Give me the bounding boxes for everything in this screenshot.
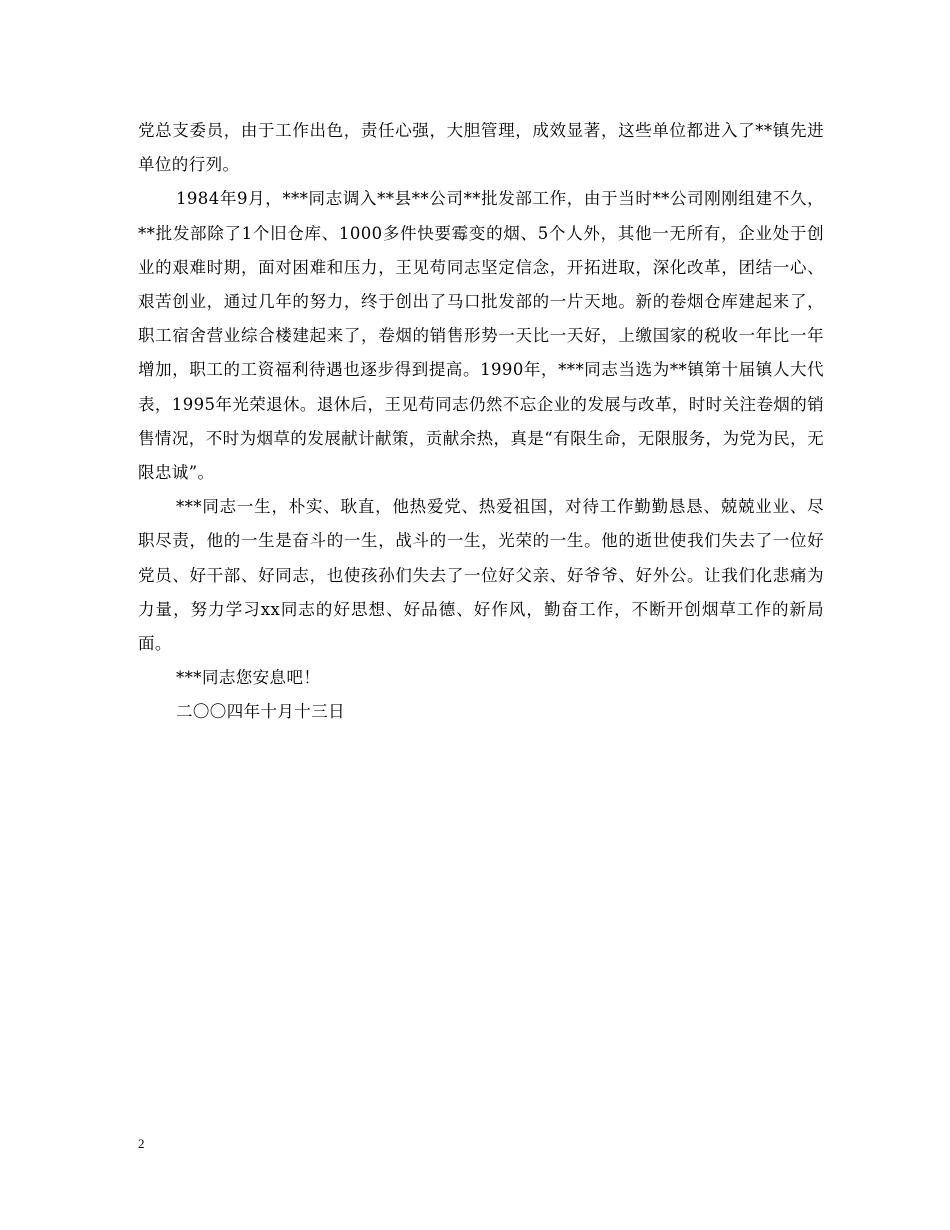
paragraph-tribute: ***同志一生，朴实、耿直，他热爱党、热爱祖国，对待工作勤勤恳恳、兢兢业业、尽职尽责，他的一生是奋斗的一生，战斗的一生，光荣的一生。他的逝世使我们失去了一位好党员、好干部、好同志，也使孩孙们失去了一位好父亲、好爷爷、好外公。让我们化悲痛为力量，努力学习xx同志的好思想、好品德、好作风，勤奋工作，不断开创烟草工作的新局面。 (138, 497, 824, 654)
paragraph-career-history: 1984年9月，***同志调入**县**公司**批发部工作，由于当时**公司刚刚组建不久，**批发部除了1个旧仓库、1000多件快要霉变的烟、5个人外，其他一无所有，企业处于创业的艰难时期，面对困难和压力，王见苟同志坚定信念，开拓进取，深化改革，团结一心、艰苦创业，通过几年的努力，终于创出了马口批发部的一片天地。新的卷烟仓库建起来了，职工宿舍营业综合楼建起来了，卷烟的销售形势一天比一天好，上缴国家的税收一年比一年增加，职工的工资福利待遇也逐步得到提高。1990年，***同志当选为**镇第十届镇人大代表，1995年光荣退休。退休后，王见苟同志仍然不忘企业的发展与改革，时时关注卷烟的销售情况，不时为烟草的发展献计献策，贡献余热，真是“有限生命，无限服务，为党为民，无限忠诚”。 (138, 189, 824, 483)
page-number: 2 (138, 1136, 145, 1151)
paragraph-farewell: ***同志您安息吧！ (176, 668, 321, 688)
document-body (138, 114, 824, 730)
paragraph-continuation: 党总支委员，由于工作出色，责任心强，大胆管理，成效显著，这些单位都进入了**镇先进单位的行列。 (138, 121, 824, 175)
document-date: 二〇〇四年十月十三日 (176, 702, 345, 722)
